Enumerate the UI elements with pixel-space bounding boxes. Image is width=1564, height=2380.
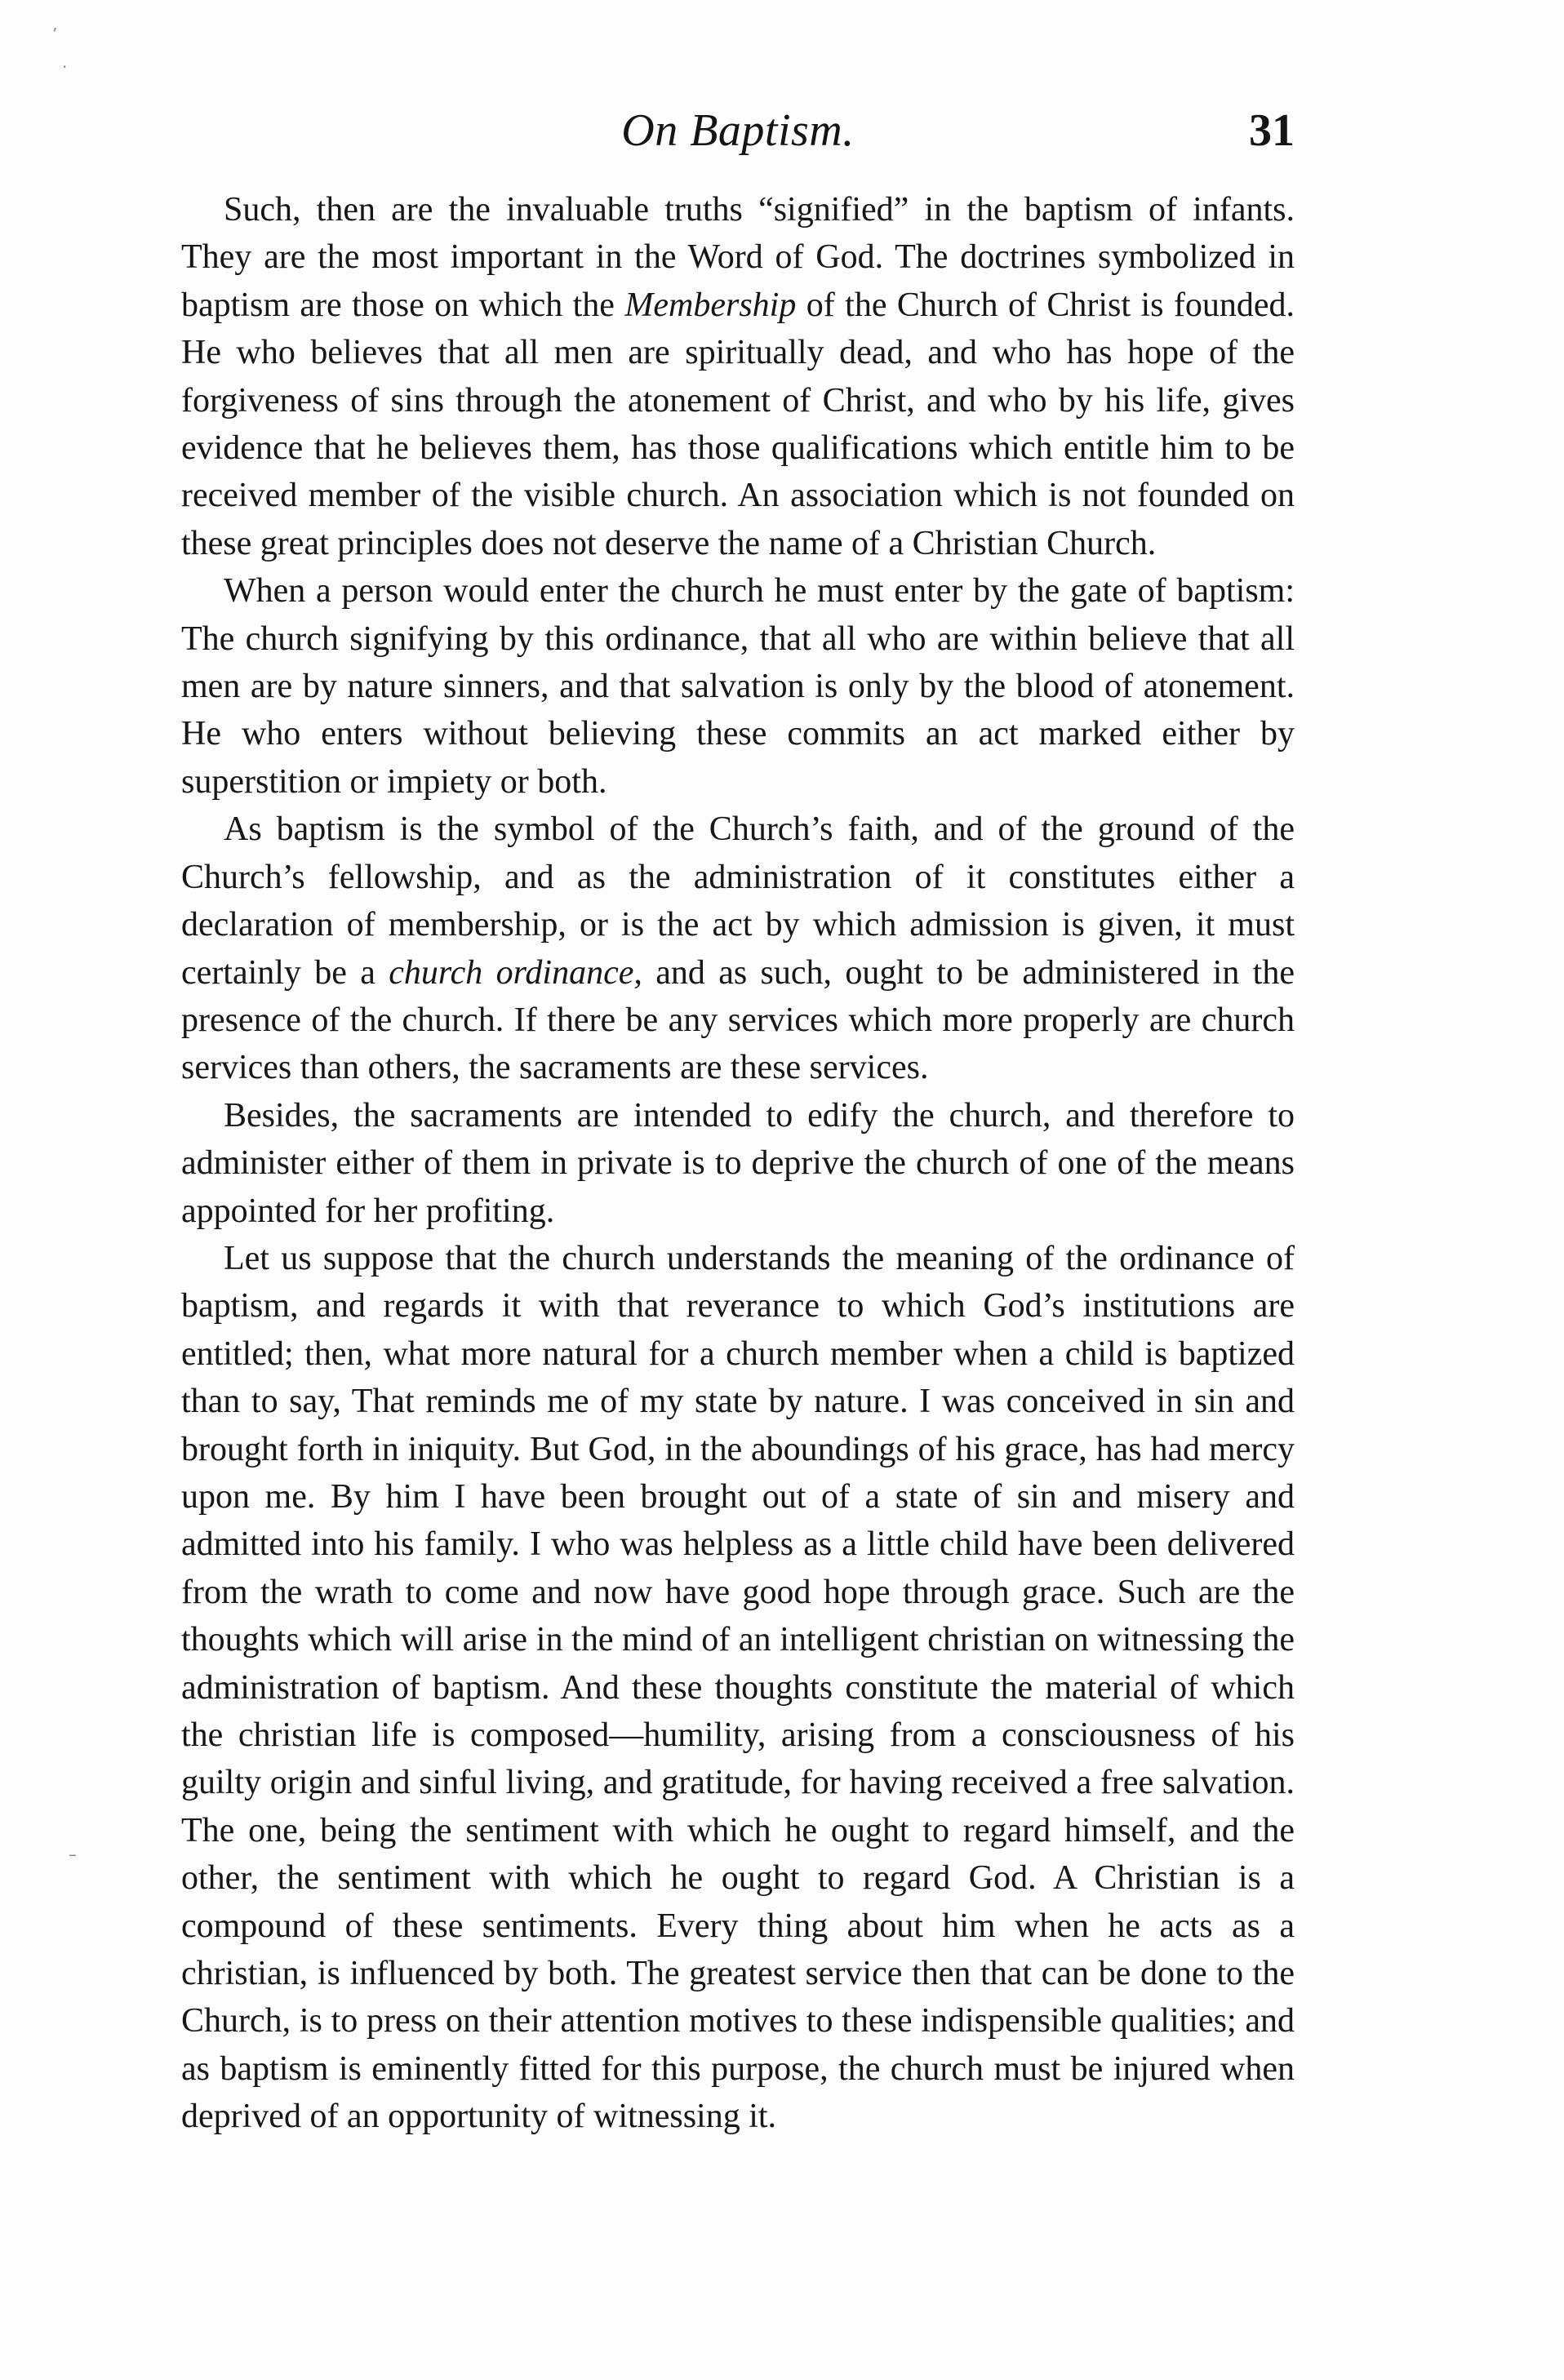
page-header [181, 104, 1295, 170]
body-text [181, 186, 1295, 2141]
paragraph-4 [181, 1092, 1295, 1235]
paragraph-3 [181, 806, 1295, 1091]
paragraph-5 [181, 1235, 1295, 2141]
paragraph-text: Such, then are the invaluable truths “signified” in the baptism of infants. They are the most important in the Word of God. The doctrines symbolized in baptism are those on which the [181, 191, 1295, 324]
italic-emphasis: Membership [624, 286, 797, 324]
paragraph-text: Besides, the sacraments are intended to edify the church, and therefore to administer either of them in private is to deprive the church of one of the means appointed for her profiting. [181, 1096, 1295, 1230]
page-number: 31 [1249, 105, 1295, 156]
paragraph-text: and as such, ought to be administered in the presence of the church. If there be any services which more properly are church services than others, the sacraments are these services. [181, 953, 1295, 1087]
paragraph-text: of the Church of Christ is founded. He who believes that all men are spiritually dead, and who has hope of the forgiveness of sins through the atonement of Christ, and who by his life, gives evidence that he believes them, has those qualifications which entitle him to be received member of the visible church. An association which is not founded on these great principles does not deserve the name of a Christian Church. [181, 286, 1295, 562]
running-title: On Baptism. [621, 105, 855, 156]
italic-emphasis: church ordinance, [389, 953, 642, 992]
paragraph-2 [181, 567, 1295, 806]
paragraph-text: When a person would enter the church he must enter by the gate of baptism: The church signifying by this ordinance, that all who are within believe that all men are by nature sinners, and that salvation is only by the blood of atonement. He who enters without believing these commits an act marked either by superstition or impiety or both. [181, 572, 1295, 801]
paragraph-1 [181, 186, 1295, 567]
paragraph-text: Let us suppose that the church understands the meaning of the ordinance of baptism, and regards it with that reverance to which God’s institutions are entitled; then, what more natural for a church member when a child is baptized than to say, That reminds me of my state by nature. I was conceived in sin and brought forth in iniquity. But God, in the aboundings of his grace, has had mercy upon me. By him I have been brought out of a state of sin and misery and admitted into his family. I who was helpless as a little child have been delivered from the wrath to come and now have good hope through grace. Such are the thoughts which will arise in the mind of an intelligent christian on witnessing the administration of baptism. And these thoughts constitute the material of which the christian life is composed—humility, arising from a consciousness of his guilty origin and sinful living, and gratitude, for having received a free salvation. The one, being the sentiment with which he ought to regard himself, and the other, the sentiment with which he ought to regard God. A Christian is a compound of these sentiments. Every thing about him when he acts as a christian, is influenced by both. The greatest service then that can be done to the Church, is to press on their attention motives to these indispensible qualities; and as baptism is eminently fitted for this purpose, the church must be injured when deprived of an opportunity of witnessing it. [181, 1239, 1295, 2136]
scan-speck: ’ [52, 24, 58, 44]
scan-speck: – [69, 1845, 77, 1864]
paragraph-text: As baptism is the symbol of the Church’s faith, and of the ground of the Church’s fellowship, and as the administration of it constitutes either a declaration of membership, or is the act by which admission is given, it must certainly be a [181, 810, 1295, 992]
scan-speck: · [62, 57, 68, 77]
